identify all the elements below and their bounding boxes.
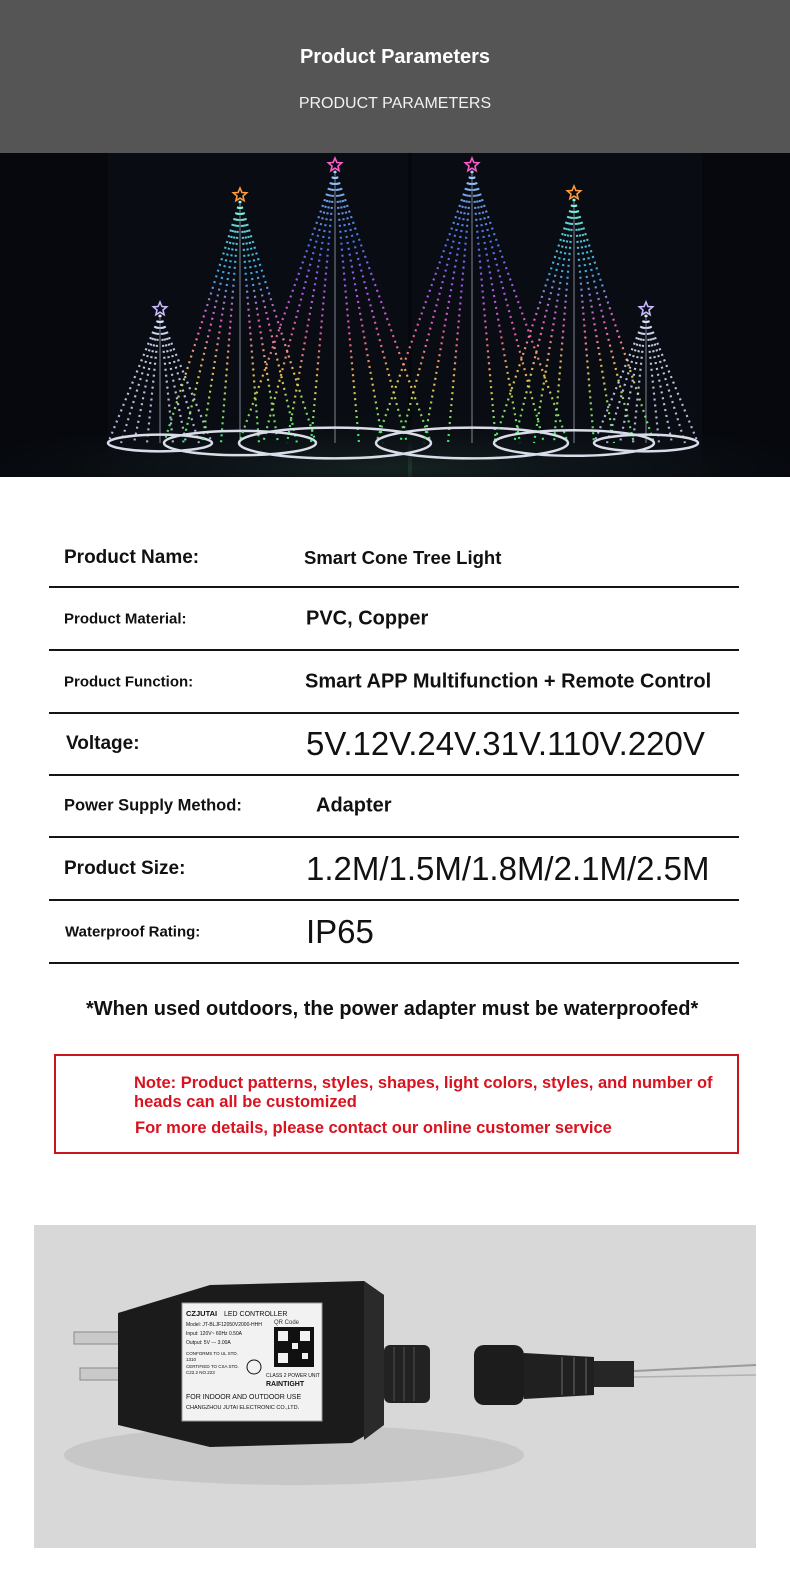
param-value: Adapter <box>316 794 392 817</box>
param-label: Waterproof Rating: <box>65 923 201 940</box>
param-value: Smart APP Multifunction + Remote Control <box>305 670 712 692</box>
adapter-label-class: CLASS 2 POWER UNIT <box>266 1373 320 1379</box>
customization-notice-box <box>54 1054 739 1154</box>
param-label: Product Material: <box>64 610 187 627</box>
adapter-label-title: LED CONTROLLER <box>224 1311 288 1318</box>
param-value: IP65 <box>306 912 374 950</box>
param-value: Smart Cone Tree Light <box>304 547 502 568</box>
adapter-label-brand: CZJUTAI <box>186 1309 218 1318</box>
param-label: Power Supply Method: <box>64 796 242 815</box>
param-value: PVC, Copper <box>306 607 429 629</box>
product-banner-image <box>0 153 790 477</box>
power-adapter-photo <box>34 1225 756 1548</box>
power-adapter-illustration <box>34 1225 756 1548</box>
param-row <box>49 901 739 964</box>
param-label: Product Size: <box>64 857 186 879</box>
param-row <box>49 714 739 776</box>
param-row <box>49 838 739 901</box>
contact-service-note: For more details, please contact our online customer service <box>135 1119 612 1137</box>
adapter-label-maker: CHANGZHOU JUTAI ELECTRONIC CO.,LTD. <box>186 1405 300 1411</box>
adapter-label-certified: CERTIFIED TO CSA STD. <box>186 1364 239 1369</box>
adapter-label-raintight: RAINTIGHT <box>266 1381 305 1388</box>
adapter-label-model: Model: JT-BLJF12050V2000-HHH <box>186 1322 262 1328</box>
param-row <box>49 530 739 588</box>
param-row <box>49 776 739 838</box>
customization-note: Note: Product patterns, styles, shapes, light colors, styles, and number of heads can all be customized <box>134 1074 713 1111</box>
adapter-label-certified-number: C22.2 NO.223 <box>186 1370 215 1375</box>
outdoor-waterproof-note: *When used outdoors, the power adapter must be waterproofed* <box>86 998 699 1020</box>
param-value: 5V.12V.24V.31V.110V.220V <box>306 725 705 762</box>
param-label: Voltage: <box>66 733 140 754</box>
adapter-label-conforms: CONFORMS TO UL STD. <box>186 1351 238 1356</box>
adapter-label-conforms-number: 1310 <box>186 1357 197 1362</box>
page-header <box>0 0 790 153</box>
param-row <box>49 588 739 651</box>
adapter-label-output: Output: 5V --- 3.00A <box>186 1340 231 1346</box>
cone-tree-lights-illustration <box>0 153 790 477</box>
page-title: Product Parameters <box>299 46 491 68</box>
adapter-label-indoor-outdoor: FOR INDOOR AND OUTDOOR USE <box>186 1394 302 1401</box>
param-row <box>49 651 739 714</box>
param-value: 1.2M/1.5M/1.8M/2.1M/2.5M <box>306 849 710 887</box>
param-label: Product Name: <box>64 547 200 568</box>
adapter-label-input: Input: 120V~ 60Hz 0.50A <box>186 1331 243 1337</box>
product-parameters-table <box>49 530 739 964</box>
param-label: Product Function: <box>64 673 194 690</box>
page-subtitle: PRODUCT PARAMETERS <box>298 95 492 112</box>
adapter-label-qr: QR Code <box>274 1320 300 1326</box>
